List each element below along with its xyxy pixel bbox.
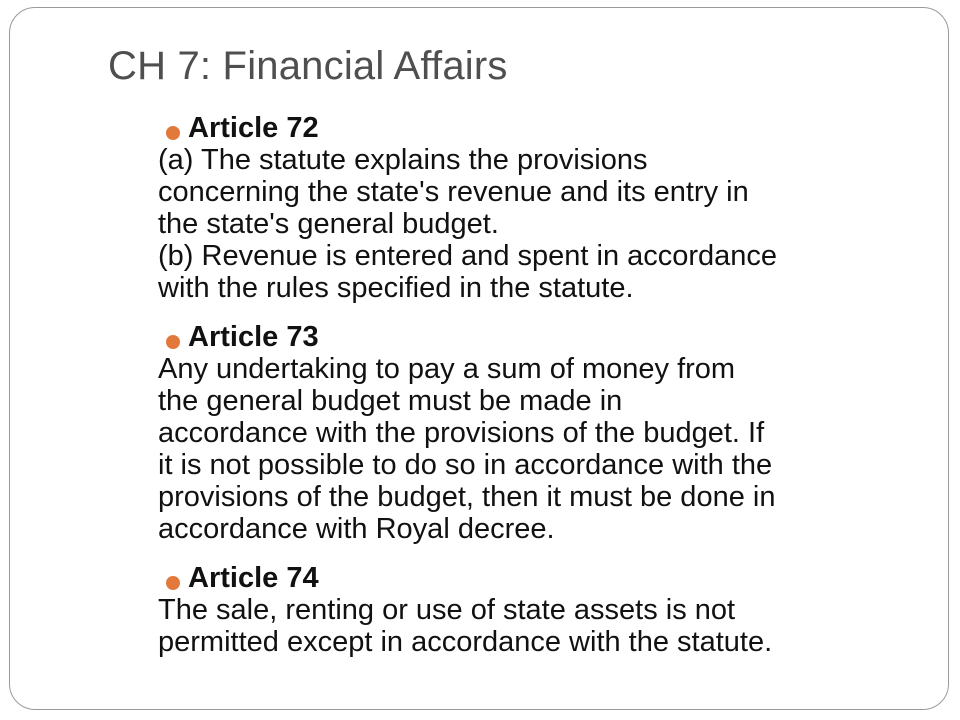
article-heading: Article 73 <box>188 321 319 353</box>
bullet-dot-icon <box>166 126 180 140</box>
article-text-line: the state's general budget. <box>158 208 499 240</box>
article-text-line: the general budget must be made in <box>158 385 623 417</box>
article-text-line: accordance with the provisions of the budget. If <box>158 417 765 449</box>
article-heading: Article 74 <box>188 562 319 594</box>
article-text-line: permitted except in accordance with the statute. <box>158 626 773 658</box>
article-text-line: (a) The statute explains the provisions <box>158 144 648 176</box>
article-text-line: accordance with Royal decree. <box>158 513 555 545</box>
article-text-line: (b) Revenue is entered and spent in accordance <box>158 240 778 272</box>
article-text-line: provisions of the budget, then it must be done in <box>158 481 776 513</box>
article-74 <box>158 562 938 658</box>
article-text-line: Any undertaking to pay a sum of money from <box>158 353 736 385</box>
article-73 <box>158 321 938 545</box>
article-text-line: with the rules specified in the statute. <box>158 272 634 304</box>
slide-title: CH 7: Financial Affairs <box>108 44 508 88</box>
article-text-line: concerning the state's revenue and its entry in <box>158 176 749 208</box>
bullet-dot-icon <box>166 335 180 349</box>
article-list <box>158 112 938 675</box>
bullet-dot-icon <box>166 576 180 590</box>
article-text-line: it is not possible to do so in accordance with the <box>158 449 773 481</box>
article-72 <box>158 112 938 304</box>
article-heading: Article 72 <box>188 112 319 144</box>
article-text-line: The sale, renting or use of state assets is not <box>158 594 736 626</box>
